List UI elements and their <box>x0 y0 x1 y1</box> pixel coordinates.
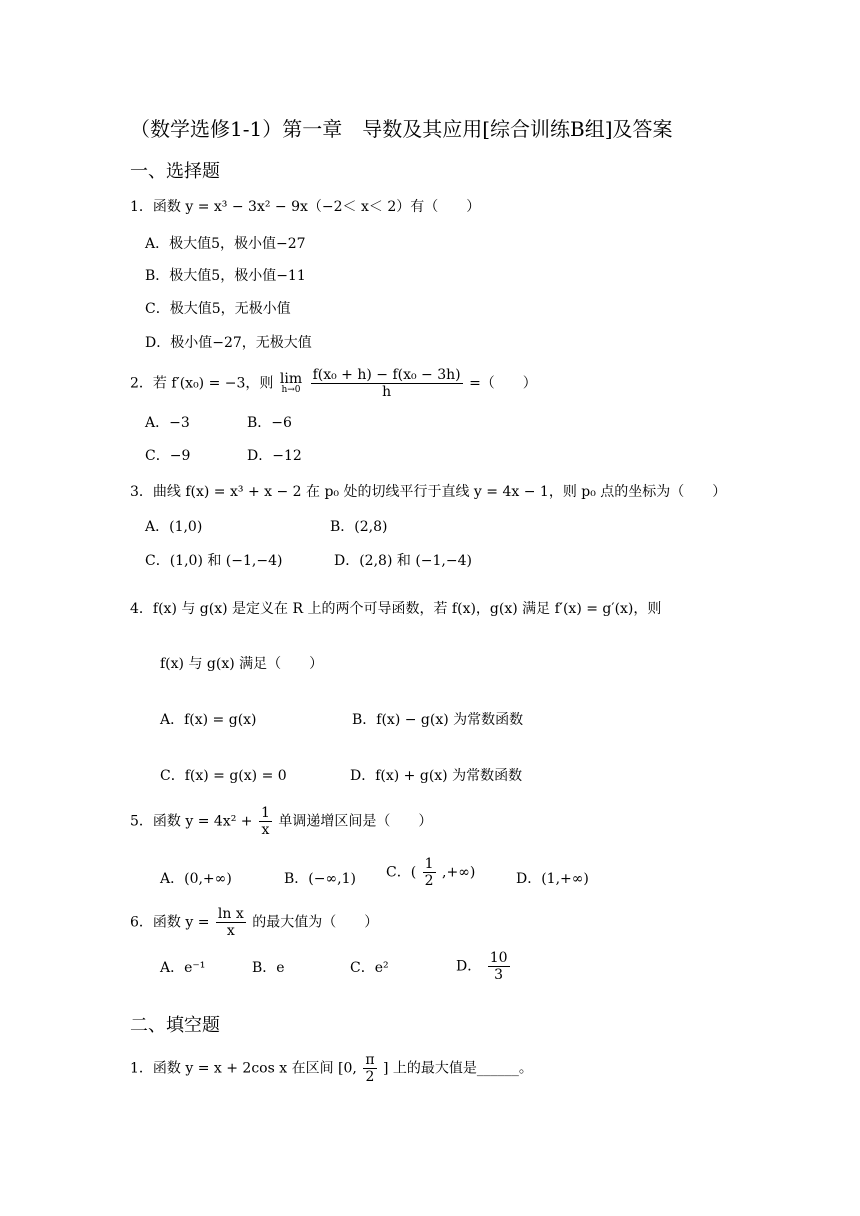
question-6-option-d <box>456 950 512 983</box>
fill-question-1-stem-prefix: 1．函数 y = x + 2cos x 在区间 [0, <box>130 1060 357 1077</box>
question-6-stem-suffix: 的最大值为（ ） <box>252 914 379 931</box>
question-5-option-b: B．(−∞,1) <box>284 871 356 887</box>
fill-question-1-fraction <box>363 1052 376 1085</box>
question-2-fraction <box>311 367 463 400</box>
section-heading-fill: 二、填空题 <box>130 1015 220 1036</box>
question-2-option-b: B．−6 <box>247 415 292 431</box>
question-5-denominator: x <box>261 822 270 838</box>
question-5-stem <box>130 805 432 838</box>
limit-operator <box>280 372 302 395</box>
question-6-option-d-denominator: 3 <box>494 967 504 983</box>
question-2-stem-suffix: =（ ） <box>469 375 537 392</box>
question-1-option-c: C．极大值5，无极小值 <box>145 301 291 317</box>
question-1-option-b: B．极大值5，极小值−11 <box>145 268 306 284</box>
question-5-option-c-denominator: 2 <box>424 873 434 889</box>
question-1-option-d: D．极小值−27，无极大值 <box>145 335 312 351</box>
question-5-option-d: D．(1,+∞) <box>516 871 589 887</box>
question-5-option-c-numerator: 1 <box>424 856 434 872</box>
question-5-numerator: 1 <box>260 805 270 821</box>
question-3-option-c: C．(1,0) 和 (−1,−4) <box>145 553 283 569</box>
fill-question-1-stem-suffix: ] 上的最大值是 <box>382 1060 477 1077</box>
question-2-stem-prefix: 2．若 f′(x₀) = −3，则 <box>130 375 274 392</box>
question-6-option-c: C．e² <box>350 960 389 976</box>
question-6-denominator: x <box>226 923 235 939</box>
page-title: （数学选修1-1）第一章 导数及其应用[综合训练B组]及答案 <box>130 117 673 141</box>
question-6-option-d-numerator: 10 <box>489 950 508 966</box>
question-6-numerator: ln x <box>217 906 244 922</box>
question-6-stem <box>130 906 378 939</box>
question-5-fraction <box>259 805 272 838</box>
question-5-option-c-fraction <box>423 856 436 889</box>
question-3-option-a: A．(1,0) <box>145 519 203 535</box>
question-6-option-b: B．e <box>252 960 285 976</box>
question-5-option-c-tail: ,+∞) <box>442 864 476 881</box>
question-2-stem <box>130 367 537 400</box>
question-5-option-c <box>386 856 475 889</box>
question-2-denominator: h <box>382 384 392 400</box>
question-2-option-c: C．−9 <box>145 448 191 464</box>
question-6-fraction <box>216 906 246 939</box>
section-heading-choice: 一、选择题 <box>130 161 220 182</box>
question-3-option-d: D．(2,8) 和 (−1,−4) <box>334 553 472 569</box>
question-2-option-d: D．−12 <box>247 448 302 464</box>
question-5-stem-suffix: 单调递增区间是（ ） <box>278 813 433 830</box>
question-4-stem-line-2: f(x) 与 g(x) 满足（ ） <box>160 656 324 672</box>
question-4-option-c: C．f(x) = g(x) = 0 <box>160 768 287 784</box>
question-6-option-a: A．e⁻¹ <box>160 960 206 976</box>
limit-subscript: h→0 <box>281 385 301 395</box>
question-6-stem-prefix: 6．函数 y = <box>130 914 210 931</box>
limit-word: lim <box>279 371 303 387</box>
question-2-numerator: f(x₀ + h) − f(x₀ − 3h) <box>312 367 461 383</box>
fill-question-1-end: 。 <box>518 1060 533 1077</box>
question-4-stem-line-1: 4．f(x) 与 g(x) 是定义在 R 上的两个可导函数，若 f(x)，g(x) 满足 f′(x) = g′(x)，则 <box>130 601 662 617</box>
fill-question-1-denominator: 2 <box>365 1069 375 1085</box>
question-5-option-a: A．(0,+∞) <box>160 871 232 887</box>
question-6-option-d-fraction <box>488 950 510 983</box>
question-1-option-a: A．极大值5，极小值−27 <box>145 236 306 252</box>
question-5-stem-prefix: 5．函数 y = 4x² + <box>130 813 253 830</box>
question-4-option-d: D．f(x) + g(x) 为常数函数 <box>350 768 523 784</box>
question-3-option-b: B．(2,8) <box>330 519 388 535</box>
answer-blank: ______ <box>476 1060 519 1077</box>
fill-question-1-numerator: π <box>365 1052 375 1068</box>
question-1-stem: 1．函数 y = x³ − 3x² − 9x（−2＜ x＜ 2）有（ ） <box>130 199 481 215</box>
question-2-option-a: A．−3 <box>145 415 190 431</box>
question-4-option-a: A．f(x) = g(x) <box>160 712 257 728</box>
question-5-option-c-label: C．( <box>386 864 417 881</box>
fill-question-1-stem <box>130 1052 533 1085</box>
question-4-option-b: B．f(x) − g(x) 为常数函数 <box>352 712 524 728</box>
question-3-stem: 3．曲线 f(x) = x³ + x − 2 在 p₀ 处的切线平行于直线 y = 4x − 1，则 p₀ 点的坐标为（ ） <box>130 484 727 500</box>
question-6-option-d-label: D． <box>456 958 482 975</box>
